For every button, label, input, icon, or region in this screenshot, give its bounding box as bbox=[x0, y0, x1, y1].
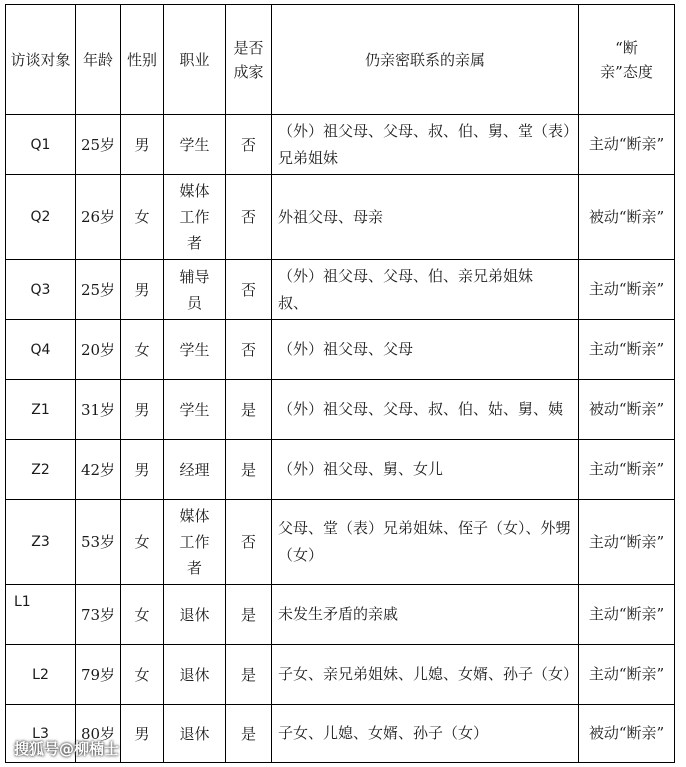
married-cell: 否 bbox=[226, 260, 272, 320]
age-cell: 53岁 bbox=[76, 500, 121, 585]
watermark-text: 搜狐号@柳楠士 bbox=[14, 740, 120, 758]
subject-code: Z3 bbox=[6, 500, 76, 585]
subject-code: Z2 bbox=[6, 440, 76, 500]
job-cell: 退休 bbox=[164, 645, 226, 705]
attitude-cell: 主动“断亲” bbox=[579, 440, 675, 500]
age-cell: 31岁 bbox=[76, 380, 121, 440]
age-cell: 42岁 bbox=[76, 440, 121, 500]
table-row bbox=[6, 440, 675, 500]
job-cell: 学生 bbox=[164, 115, 226, 175]
table-row bbox=[6, 645, 675, 705]
attitude-cell: 主动“断亲” bbox=[579, 500, 675, 585]
married-cell: 是 bbox=[226, 705, 272, 763]
married-cell: 否 bbox=[226, 175, 272, 260]
job-cell: 媒体工作者 bbox=[164, 175, 226, 260]
subject-code: L3 bbox=[6, 705, 76, 763]
table-row bbox=[6, 320, 675, 380]
attitude-cell: 主动“断亲” bbox=[579, 645, 675, 705]
married-cell: 是 bbox=[226, 585, 272, 645]
table-row bbox=[6, 380, 675, 440]
job-cell: 退休 bbox=[164, 585, 226, 645]
job-cell: 学生 bbox=[164, 320, 226, 380]
header-job: 职业 bbox=[164, 5, 226, 115]
gender-cell: 男 bbox=[121, 115, 164, 175]
header-gender: 性别 bbox=[121, 5, 164, 115]
job-cell: 经理 bbox=[164, 440, 226, 500]
subject-code: Z1 bbox=[6, 380, 76, 440]
relatives-cell: 未发生矛盾的亲戚 bbox=[272, 585, 579, 645]
relatives-cell: （外）祖父母、父母、伯、亲兄弟姐妹 叔、 bbox=[272, 260, 579, 320]
relatives-cell: 子女、亲兄弟姐妹、儿媳、女婿、孙子（女） bbox=[272, 645, 579, 705]
relatives-cell: （外）祖父母、舅、女儿 bbox=[272, 440, 579, 500]
relatives-cell: （外）祖父母、父母、叔、伯、姑、舅、姨 bbox=[272, 380, 579, 440]
married-cell: 是 bbox=[226, 440, 272, 500]
job-cell: 退休 bbox=[164, 705, 226, 763]
age-cell: 25岁 bbox=[76, 115, 121, 175]
gender-cell: 女 bbox=[121, 645, 164, 705]
gender-cell: 男 bbox=[121, 705, 164, 763]
gender-cell: 男 bbox=[121, 260, 164, 320]
age-cell: 80岁 bbox=[76, 705, 121, 763]
relatives-cell: （外）祖父母、父母、叔、伯、舅、堂（表）兄弟姐妹 bbox=[272, 115, 579, 175]
married-cell: 否 bbox=[226, 500, 272, 585]
header-age: 年龄 bbox=[76, 5, 121, 115]
gender-cell: 女 bbox=[121, 500, 164, 585]
sohu-watermark bbox=[14, 738, 119, 759]
married-cell: 是 bbox=[226, 645, 272, 705]
header-relatives: 仍亲密联系的亲属 bbox=[272, 5, 579, 115]
subject-code: L2 bbox=[6, 645, 76, 705]
header-subject: 访谈对象 bbox=[6, 5, 76, 115]
interview-table bbox=[5, 4, 675, 763]
header-attitude: “断亲”态度 bbox=[579, 5, 675, 115]
table-row bbox=[6, 175, 675, 260]
married-cell: 否 bbox=[226, 115, 272, 175]
attitude-cell: 被动“断亲” bbox=[579, 380, 675, 440]
table-row bbox=[6, 260, 675, 320]
age-cell: 79岁 bbox=[76, 645, 121, 705]
relatives-cell: （外）祖父母、父母 bbox=[272, 320, 579, 380]
attitude-cell: 被动“断亲” bbox=[579, 705, 675, 763]
subject-code: Q4 bbox=[6, 320, 76, 380]
relatives-cell: 父母、堂（表）兄弟姐妹、侄子（女）、外甥（女） bbox=[272, 500, 579, 585]
attitude-cell: 主动“断亲” bbox=[579, 320, 675, 380]
gender-cell: 男 bbox=[121, 380, 164, 440]
subject-code: Q3 bbox=[6, 260, 76, 320]
relatives-cell: 外祖父母、母亲 bbox=[272, 175, 579, 260]
job-cell: 媒体工作者 bbox=[164, 500, 226, 585]
age-cell: 25岁 bbox=[76, 260, 121, 320]
married-cell: 是 bbox=[226, 380, 272, 440]
table-row bbox=[6, 585, 675, 645]
married-cell: 否 bbox=[226, 320, 272, 380]
job-cell: 辅导员 bbox=[164, 260, 226, 320]
age-cell: 20岁 bbox=[76, 320, 121, 380]
table-row bbox=[6, 115, 675, 175]
subject-code: L1 bbox=[6, 585, 76, 645]
subject-code: Q2 bbox=[6, 175, 76, 260]
gender-cell: 女 bbox=[121, 585, 164, 645]
table-row bbox=[6, 500, 675, 585]
gender-cell: 女 bbox=[121, 320, 164, 380]
attitude-cell: 被动“断亲” bbox=[579, 175, 675, 260]
age-cell: 73岁 bbox=[76, 585, 121, 645]
header-row bbox=[6, 5, 675, 115]
attitude-cell: 主动“断亲” bbox=[579, 585, 675, 645]
attitude-cell: 主动“断亲” bbox=[579, 115, 675, 175]
relatives-cell: 子女、儿媳、女婿、孙子（女） bbox=[272, 705, 579, 763]
job-cell: 学生 bbox=[164, 380, 226, 440]
gender-cell: 女 bbox=[121, 175, 164, 260]
subject-code: Q1 bbox=[6, 115, 76, 175]
attitude-cell: 主动“断亲” bbox=[579, 260, 675, 320]
gender-cell: 男 bbox=[121, 440, 164, 500]
header-married: 是否成家 bbox=[226, 5, 272, 115]
age-cell: 26岁 bbox=[76, 175, 121, 260]
